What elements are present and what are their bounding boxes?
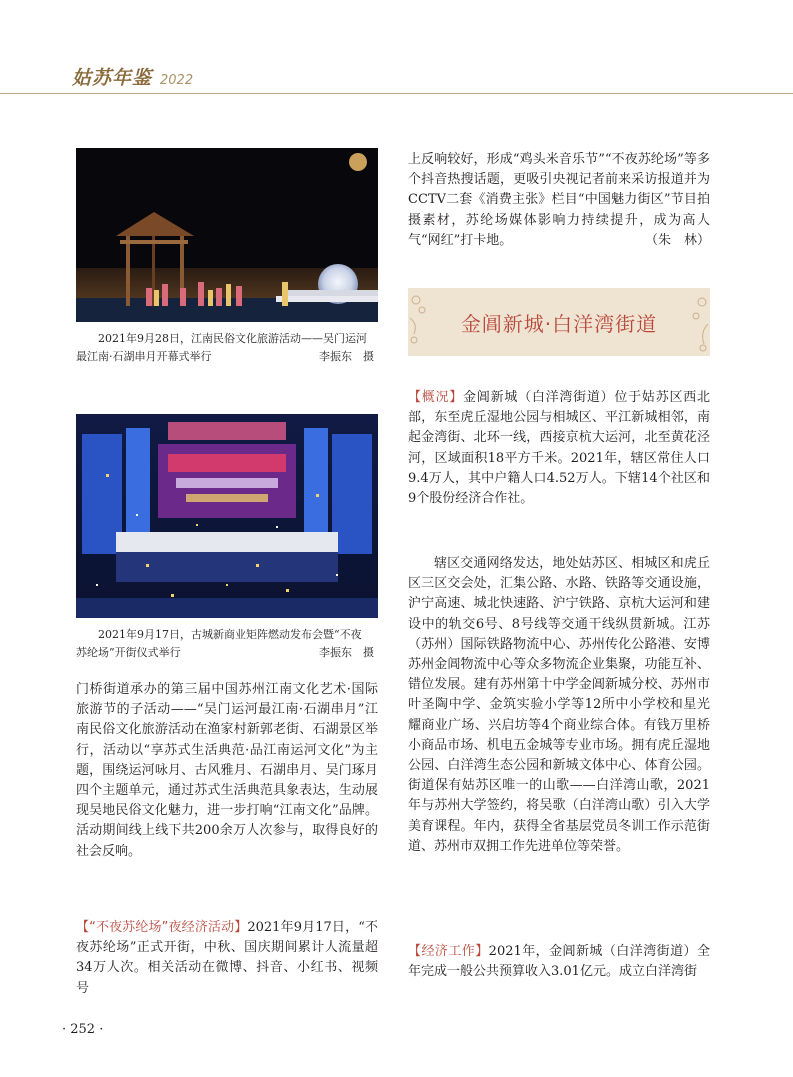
photo-credit: 李振东 摄 xyxy=(319,350,374,363)
paragraph-body: 2021年，金阊新城（白洋湾街道）全年完成一般公共预算收入3.01亿元。成立白洋湾街 xyxy=(408,944,710,980)
article-paragraph: 辖区交通网络发达，地处姑苏区、相城区和虎丘区三区交会处，汇集公路、水路、铁路等交通设施，沪宁高速、城北快速路、沪宁铁路、京杭大运河和建设中的轨交6号、8号线等交通干线纵贯新城。江苏（苏州）国际铁路物流中心、苏州传化公路港、安博苏州金阊物流中心等众多物流企业集聚，功能互补、错位发展。建有苏州第十中学金阊新城分校、苏州市叶圣陶中学、金筑实验小学等12所中小学校和星光耀商业广场、兴启坊等4个商业综合体。有钱万里桥小商品市场、机电五金城等专业市场。拥有虎丘湿地公园、白洋湾生态公园和新城文体中心、体育公园。街道保有姑苏区唯一的山歌——白洋湾山歌，2021年与苏州大学签约，将吴歌（白洋湾山歌）引入大学美育课程。年内，获得全省基层党员冬训工作示范街道、苏州市双拥工作先进单位等荣誉。 xyxy=(408,556,710,854)
photo-launch-ceremony xyxy=(76,414,378,618)
section-tag: 【概况】 xyxy=(408,390,464,405)
author-signature: （朱 林） xyxy=(644,232,710,248)
section-tag: 【经济工作】 xyxy=(408,944,489,959)
paragraph-body: 金阊新城（白洋湾街道）位于姑苏区西北部，东至虎丘湿地公园与相城区、平江新城相邻，南起金湾街、北环一线，西接京杭大运河，北至黄花泾河，区域面积18平方千米。2021年，辖区常住人口9.4万人，其中户籍人口4.52万人。下辖14个社区和9个股份经济合作社。 xyxy=(408,390,710,507)
caption-line: 2021年9月17日，古城新商业矩阵燃动发布会暨“不夜 xyxy=(98,628,362,641)
running-header xyxy=(72,62,193,90)
section-heading-banner xyxy=(408,288,710,356)
article-paragraph xyxy=(408,388,710,509)
photo-caption-2 xyxy=(76,626,378,662)
caption-line: 2021年9月28日，江南民俗文化旅游活动——吴门运河 xyxy=(98,332,367,345)
yearbook-year: 2022 xyxy=(160,73,194,88)
article-paragraph: 门桥街道承办的第三届中国苏州江南文化艺术·国际旅游节的子活动——“吴门运河最江南·石湖串月”江南民俗文化旅游活动在渔家村新郭老街、石湖景区举行，活动以“享苏式生活典范·品江南运河文化”为主题，围绕运河咏月、古风雅月、石湖串月、吴门琢月四个主题单元，通过苏式生活典范具象表达，生动展现吴地民俗文化魅力，进一步打响“江南文化”品牌。活动期间线上线下共200余万人次参与，取得良好的社会反响。 xyxy=(76,682,378,859)
photo-stage-performance xyxy=(76,148,378,322)
paragraph-body: 上反响较好，形成“鸡头米音乐节”“不夜苏纶场”等多个抖音热搜话题，更吸引央视记者前来采访报道并为CCTV二套《消费主张》栏目“中国魅力街区”节目拍摄素材，苏纶场媒体影响力持续提升，成为高人气“网红”打卡地。 xyxy=(408,152,710,248)
article-paragraph xyxy=(408,942,710,982)
photo-credit: 李振东 摄 xyxy=(319,646,374,659)
caption-line: 苏纶场”开街仪式举行 xyxy=(76,646,181,659)
page-number: · 252 · xyxy=(62,1022,104,1037)
header-rule xyxy=(0,93,793,94)
caption-line: 最江南·石湖串月开幕式举行 xyxy=(76,350,212,363)
section-title: 金阊新城·白洋湾街道 xyxy=(460,312,658,336)
section-tag: 【“不夜苏纶场”夜经济活动】 xyxy=(76,920,248,935)
yearbook-title: 姑苏年鉴 xyxy=(72,67,153,89)
photo-caption-1 xyxy=(76,330,378,366)
article-paragraph xyxy=(76,918,378,999)
paragraph-body: 2021年9月17日，“不夜苏纶场”正式开街，中秋、国庆期间累计人流量超34万人次。相关活动在微博、抖音、小红书、视频号 xyxy=(76,920,378,996)
article-paragraph xyxy=(408,150,710,251)
